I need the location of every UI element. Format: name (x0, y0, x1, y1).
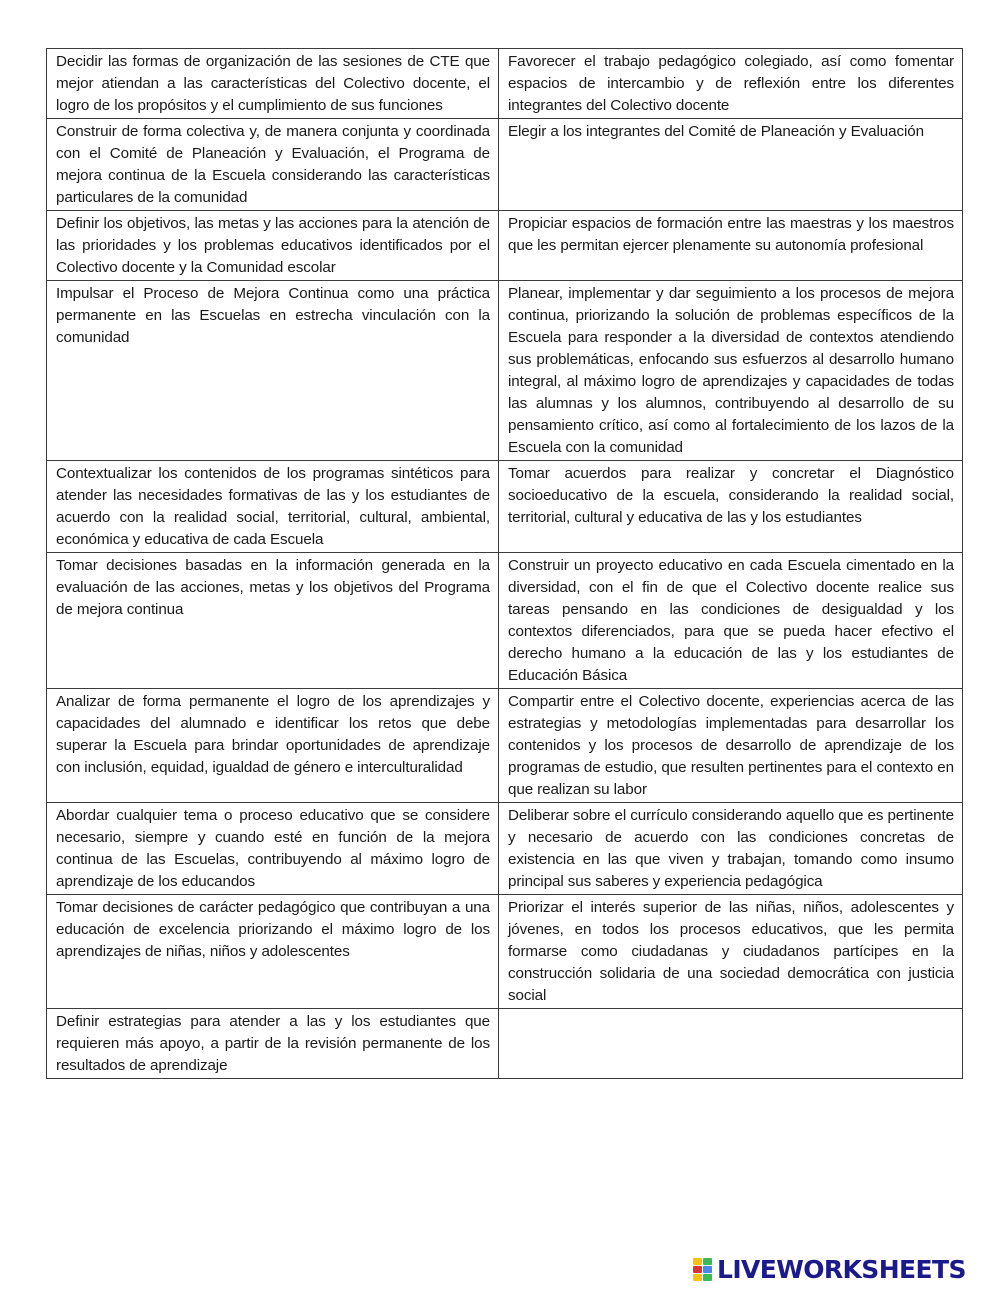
left-cell: Tomar decisiones de carácter pedagógico que contribuyan a una educación de excelencia priorizando el máximo logro de los aprendizajes de niñas, niños y adolescentes (47, 895, 499, 1009)
logo-block (693, 1274, 702, 1281)
table-row (47, 281, 963, 461)
table-row (47, 803, 963, 895)
table-row (47, 211, 963, 281)
table-row (47, 1009, 963, 1079)
logo-block (693, 1258, 702, 1265)
left-cell: Abordar cualquier tema o proceso educativo que se considere necesario, siempre y cuando esté en función de la mejora continua de las Escuelas, contribuyendo al máximo logro de aprendizaje de los educandos (47, 803, 499, 895)
right-cell (499, 1009, 963, 1079)
right-cell: Construir un proyecto educativo en cada Escuela cimentado en la diversidad, con el fin de que el Colectivo docente realice sus tareas pensando en las condiciones de desigualdad y los contextos diferenciados, para que se pueda hacer efectivo el derecho humano a la educación de las y los estudiantes de Educación Básica (499, 553, 963, 689)
table-row (47, 895, 963, 1009)
left-cell: Definir los objetivos, las metas y las acciones para la atención de las prioridades y los problemas educativos identificados por el Colectivo docente y la Comunidad escolar (47, 211, 499, 281)
left-cell: Decidir las formas de organización de las sesiones de CTE que mejor atiendan a las características del Colectivo docente, el logro de los propósitos y el cumplimiento de sus funciones (47, 49, 499, 119)
matching-table (46, 48, 963, 1079)
left-cell: Impulsar el Proceso de Mejora Continua como una práctica permanente en las Escuelas en estrecha vinculación con la comunidad (47, 281, 499, 461)
table-row (47, 553, 963, 689)
liveworksheets-logo-icon (693, 1258, 713, 1282)
left-cell: Contextualizar los contenidos de los programas sintéticos para atender las necesidades formativas de las y los estudiantes de acuerdo con la realidad social, territorial, cultural, ambiental, económica y educativa de cada Escuela (47, 461, 499, 553)
left-cell: Definir estrategias para atender a las y los estudiantes que requieren más apoyo, a partir de la revisión permanente de los resultados de aprendizaje (47, 1009, 499, 1079)
right-cell: Favorecer el trabajo pedagógico colegiado, así como fomentar espacios de intercambio y de reflexión entre los diferentes integrantes del Colectivo docente (499, 49, 963, 119)
left-cell: Tomar decisiones basadas en la información generada en la evaluación de las acciones, metas y los objetivos del Programa de mejora continua (47, 553, 499, 689)
right-cell: Compartir entre el Colectivo docente, experiencias acerca de las estrategias y metodologías implementadas para desarrollar los contenidos y los procesos de desarrollo de aprendizaje de los programas de estudio, que resulten pertinentes para el contexto en que realizan su labor (499, 689, 963, 803)
logo-block (703, 1274, 712, 1281)
right-cell: Planear, implementar y dar seguimiento a los procesos de mejora continua, priorizando la solución de problemas específicos de la Escuela para responder a la diversidad de contextos atendiendo sus problemáticas, enfocando sus esfuerzos al desarrollo humano integral, al máximo logro de aprendizajes y capacidades de todas las alumnas y los alumnos, contribuyendo al desarrollo de su pensamiento crítico, así como al fortalecimiento de los lazos de la Escuela con la comunidad (499, 281, 963, 461)
logo-block (703, 1258, 712, 1265)
right-cell: Deliberar sobre el currículo considerando aquello que es pertinente y necesario de acuerdo con las condiciones concretas de existencia en las que viven y trabajan, tomando como insumo principal sus saberes y experiencia pedagógica (499, 803, 963, 895)
table-row (47, 49, 963, 119)
logo-block (693, 1266, 702, 1273)
right-cell: Propiciar espacios de formación entre las maestras y los maestros que les permitan ejercer plenamente su autonomía profesional (499, 211, 963, 281)
right-cell: Elegir a los integrantes del Comité de Planeación y Evaluación (499, 119, 963, 211)
table-row (47, 461, 963, 553)
right-cell: Priorizar el interés superior de las niñas, niños, adolescentes y jóvenes, en todos los procesos educativos, que les permita formarse como ciudadanas y ciudadanos partícipes en la construcción solidaria de una sociedad democrática con justicia social (499, 895, 963, 1009)
logo-block (703, 1266, 712, 1273)
table-row (47, 119, 963, 211)
table-row (47, 689, 963, 803)
left-cell: Construir de forma colectiva y, de manera conjunta y coordinada con el Comité de Planeación y Evaluación, el Programa de mejora continua de la Escuela considerando las características particulares de la comunidad (47, 119, 499, 211)
right-cell: Tomar acuerdos para realizar y concretar el Diagnóstico socioeducativo de la escuela, considerando la realidad social, territorial, cultural y educativa de las y los estudiantes (499, 461, 963, 553)
left-cell: Analizar de forma permanente el logro de los aprendizajes y capacidades del alumnado e identificar los retos que debe superar la Escuela para brindar oportunidades de aprendizaje con inclusión, equidad, igualdad de género e interculturalidad (47, 689, 499, 803)
brand-name: LIVEWORKSHEETS (717, 1255, 966, 1284)
liveworksheets-brand[interactable] (693, 1256, 966, 1284)
